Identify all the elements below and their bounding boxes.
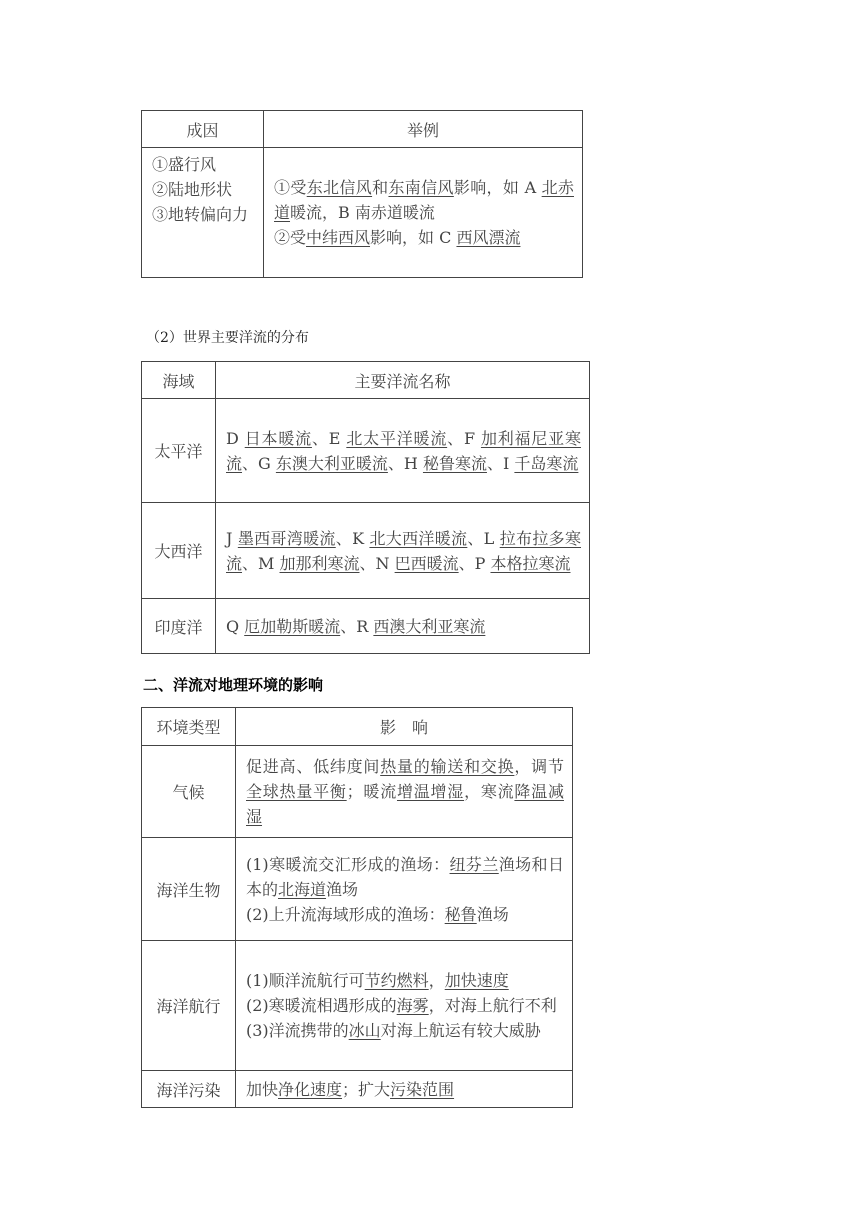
underlined-term: 全球热量平衡 bbox=[246, 782, 347, 801]
underlined-term: 东北信风 bbox=[306, 178, 373, 197]
underlined-term: 秘鲁 bbox=[444, 904, 477, 924]
effect-cell bbox=[236, 746, 573, 838]
ocean-label: 印度洋 bbox=[142, 599, 216, 654]
underlined-term: 厄加勒斯暖流 bbox=[244, 616, 341, 636]
causes-table bbox=[141, 110, 583, 278]
cause-item: ③地转偏向力 bbox=[152, 205, 249, 224]
ocean-label: 大西洋 bbox=[142, 503, 216, 599]
underlined-term: 墨西哥湾暖流 bbox=[237, 528, 336, 548]
underlined-term: 中纬西风 bbox=[306, 228, 371, 247]
currents-cell bbox=[216, 399, 590, 503]
underlined-term: 东澳大利亚暖流 bbox=[275, 453, 388, 473]
effect-line: (3)洋流携带的冰山对海上航运有较大威胁 bbox=[246, 1021, 541, 1040]
ocean-label: 太平洋 bbox=[142, 399, 216, 503]
cause-item: ②陆地形状 bbox=[152, 180, 233, 199]
underlined-term: 加利福尼亚寒流 bbox=[226, 428, 581, 473]
underlined-term: 海雾 bbox=[396, 996, 429, 1015]
effects-table bbox=[141, 707, 573, 1108]
currents-line: J 墨西哥湾暖流、K 北大西洋暖流、L 拉布拉多寒流、M 加那利寒流、N 巴西暖流、P 本格拉寒流 bbox=[226, 528, 581, 573]
causes-header: 成因 bbox=[142, 111, 264, 148]
env-type-header: 环境类型 bbox=[142, 708, 236, 746]
example-line: ①受东北信风和东南信风影响，如 A 北赤道暖流，B 南赤道暖流 bbox=[274, 178, 574, 222]
underlined-term: 千岛寒流 bbox=[514, 453, 579, 473]
env-type-label: 海洋生物 bbox=[142, 838, 236, 941]
currents-line: Q 厄加勒斯暖流、R 西澳大利亚寒流 bbox=[226, 616, 486, 636]
currents-cell bbox=[216, 599, 590, 654]
cause-item: ①盛行风 bbox=[152, 155, 217, 174]
underlined-term: 北海道 bbox=[278, 879, 327, 899]
env-type-label: 海洋航行 bbox=[142, 941, 236, 1071]
effect-line: (1)寒暖流交汇形成的渔场：纽芬兰渔场和日本的北海道渔场 bbox=[246, 854, 564, 899]
effect-line: (2)寒暖流相遇形成的海雾，对海上航行不利 bbox=[246, 996, 557, 1015]
underlined-term: 拉布拉多寒流 bbox=[226, 528, 581, 573]
effect-header: 影 响 bbox=[236, 708, 573, 746]
underlined-term: 净化速度 bbox=[278, 1079, 343, 1099]
underlined-term: 污染范围 bbox=[390, 1079, 455, 1099]
env-type-label: 海洋污染 bbox=[142, 1071, 236, 1108]
env-type-label: 气候 bbox=[142, 746, 236, 838]
causes-cell bbox=[142, 148, 264, 278]
underlined-term: 加快速度 bbox=[444, 971, 509, 990]
underlined-term: 本格拉寒流 bbox=[490, 553, 571, 573]
underlined-term: 北赤道 bbox=[274, 178, 574, 222]
effect-cell bbox=[236, 838, 573, 941]
underlined-term: 西风漂流 bbox=[456, 228, 521, 247]
underlined-term: 北太平洋暖流 bbox=[346, 428, 448, 448]
underlined-term: 冰山 bbox=[348, 1021, 381, 1040]
currents-table bbox=[141, 361, 590, 654]
effect-line: 促进高、低纬度间热量的输送和交换，调节全球热量平衡；暖流增温增湿，寒流降温减湿 bbox=[246, 757, 564, 826]
examples-cell bbox=[264, 148, 583, 278]
currents-line: D 日本暖流、E 北太平洋暖流、F 加利福尼亚寒流、G 东澳大利亚暖流、H 秘鲁寒流、I 千岛寒流 bbox=[226, 428, 581, 473]
underlined-term: 加那利寒流 bbox=[279, 553, 360, 573]
underlined-term: 热量的输送和交换 bbox=[380, 757, 515, 776]
effect-line: 加快净化速度；扩大污染范围 bbox=[246, 1079, 455, 1099]
underlined-term: 纽芬兰 bbox=[449, 854, 499, 874]
underlined-term: 北大西洋暖流 bbox=[369, 528, 468, 548]
currents-cell bbox=[216, 503, 590, 599]
underlined-term: 日本暖流 bbox=[244, 428, 312, 448]
underlined-term: 西澳大利亚寒流 bbox=[373, 616, 486, 636]
examples-header: 举例 bbox=[264, 111, 583, 148]
underlined-term: 巴西暖流 bbox=[394, 553, 459, 573]
section-caption: （2）世界主要洋流的分布 bbox=[146, 330, 309, 346]
underlined-term: 秘鲁寒流 bbox=[422, 453, 487, 473]
underlined-term: 节约燃料 bbox=[364, 971, 429, 990]
effect-line: (1)顺洋流航行可节约燃料，加快速度 bbox=[246, 971, 509, 990]
effect-cell bbox=[236, 941, 573, 1071]
ocean-header: 海域 bbox=[142, 362, 216, 399]
currents-header: 主要洋流名称 bbox=[216, 362, 590, 399]
effect-line: (2)上升流海域形成的渔场：秘鲁渔场 bbox=[246, 904, 509, 924]
effect-cell bbox=[236, 1071, 573, 1108]
section-heading: 二、洋流对地理环境的影响 bbox=[143, 676, 324, 694]
underlined-term: 增温增湿 bbox=[396, 782, 465, 801]
underlined-term: 降温减湿 bbox=[246, 782, 564, 826]
underlined-term: 东南信风 bbox=[388, 178, 454, 197]
example-line: ②受中纬西风影响，如 C 西风漂流 bbox=[274, 228, 521, 247]
